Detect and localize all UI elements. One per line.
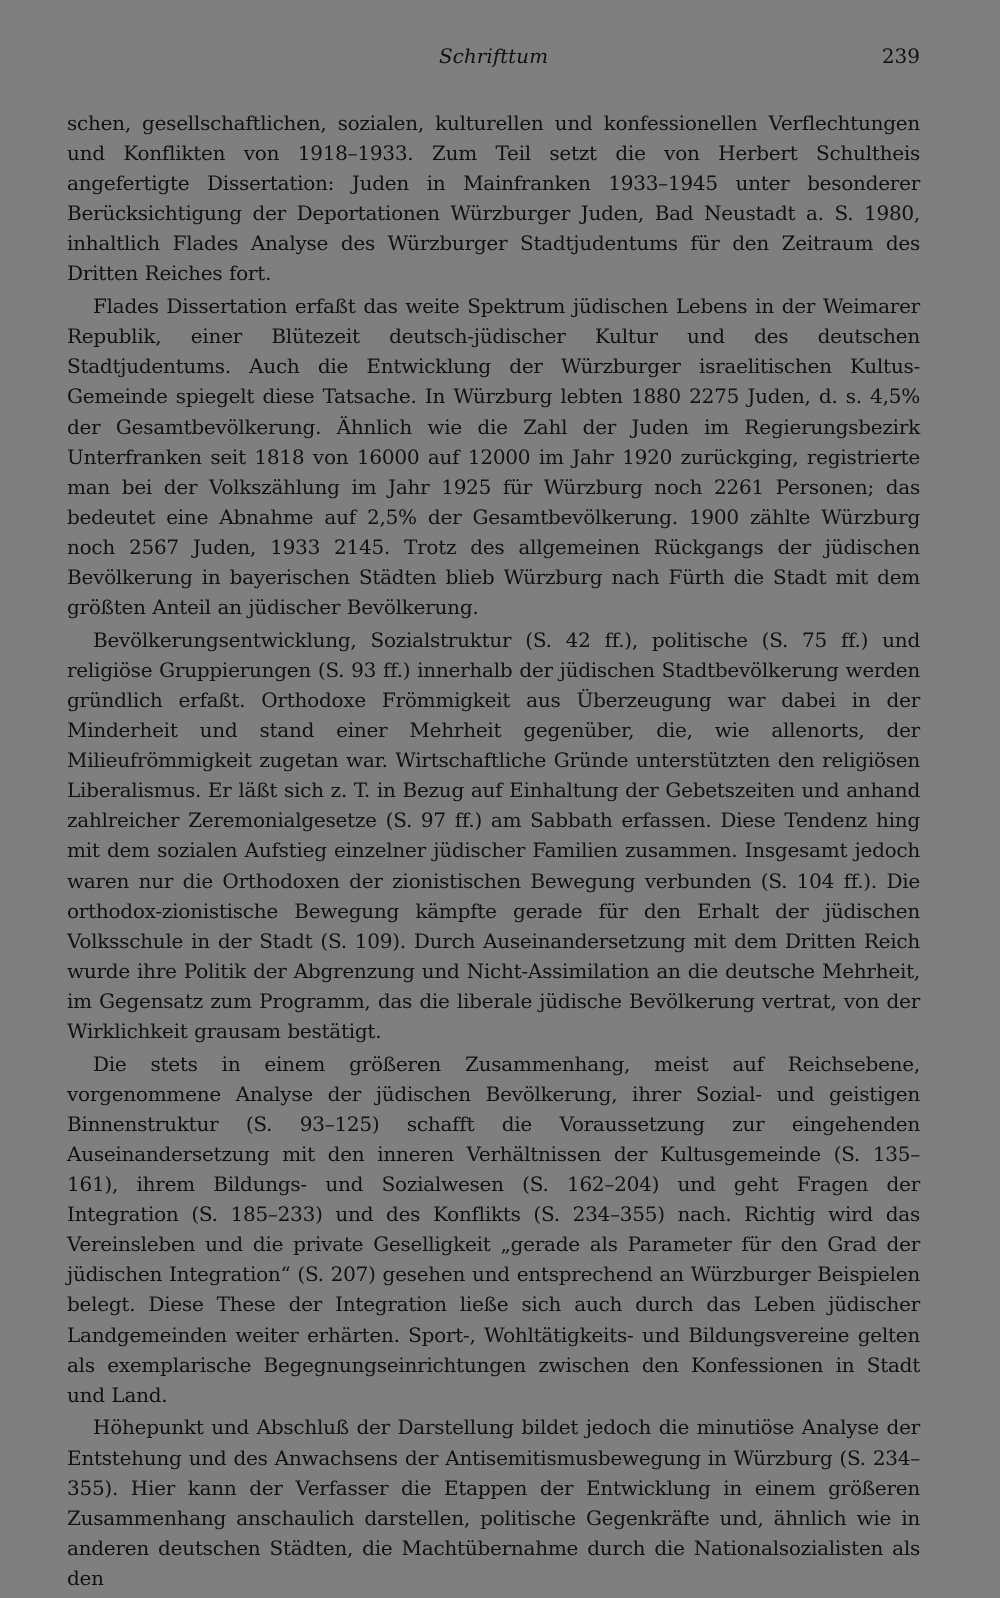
running-head-title: Schrifttum [438, 44, 549, 68]
paragraph-5: Höhepunkt und Abschluß der Darstellung bildet jedoch die minutiöse Analyse der Entstehung und des Anwachsens der Antisemitismusbewegung in Würzburg (S. 234–355). Hier kann der Verfasser die Etappen der Entwicklung in einem größeren Zusammenhang anschaulich darstellen, politische Gegenkräfte und, ähnlich wie in anderen deutschen Städten, die Machtübernahme durch die Nationalsozialisten als den [67, 1415, 920, 1590]
page-number: 239 [881, 44, 920, 68]
running-head [67, 42, 920, 74]
paragraph-2: Flades Dissertation erfaßt das weite Spektrum jüdischen Lebens in der Weimarer Republik, einer Blütezeit deutsch-jüdischer Kultur und des deutschen Stadtjudentums. Auch die Entwicklung der Würzburger israelitischen Kultus-Gemeinde spiegelt diese Tatsache. In Würzburg lebten 1880 2275 Juden, d. s. 4,5% der Gesamtbevölkerung. Ähnlich wie die Zahl der Juden im Regierungsbezirk Unterfranken seit 1818 von 16000 auf 12000 im Jahr 1920 zurückging, registrierte man bei der Volkszählung im Jahr 1925 für Würzburg noch 2261 Personen; das bedeutet eine Abnahme auf 2,5% der Gesamtbevölkerung. 1900 zählte Würzburg noch 2567 Juden, 1933 2145. Trotz des allgemeinen Rückgangs der jüdischen Bevölkerung in bayerischen Städten blieb Würzburg nach Fürth die Stadt mit dem größten Anteil an jüdischer Bevölkerung. [67, 294, 920, 620]
paragraph-1: schen, gesellschaftlichen, sozialen, kulturellen und konfessionellen Verflechtungen und Konflikten von 1918–1933. Zum Teil setzt die von Herbert Schultheis angefertigte Dissertation: Juden in Mainfranken 1933–1945 unter besonderer Berücksichtigung der Deportationen Würzburger Juden, Bad Neustadt a. S. 1980, inhaltlich Flades Analyse des Würzburger Stadtjudentums für den Zeitraum des Dritten Reiches fort. [67, 111, 920, 286]
body-text [67, 108, 920, 1596]
paragraph-4: Die stets in einem größeren Zusammenhang, meist auf Reichsebene, vorgenommene Analyse der jüdischen Bevölkerung, ihrer Sozial- und geistigen Binnenstruktur (S. 93–125) schafft die Voraussetzung zur eingehenden Auseinandersetzung mit den inneren Verhältnissen der Kultusgemeinde (S. 135–161), ihrem Bildungs- und Sozialwesen (S. 162–204) und geht Fragen der Integration (S. 185–233) und des Konflikts (S. 234–355) nach. Richtig wird das Vereinsleben und die private Geselligkeit „gerade als Parameter für den Grad der jüdischen Integration“ (S. 207) gesehen und entsprechend an Würzburger Beispielen belegt. Diese These der Integration ließe sich auch durch das Leben jüdischer Landgemeinden weiter erhärten. Sport-, Wohltätigkeits- und Bildungsvereine gelten als exemplarische Begegnungseinrichtungen zwischen den Konfessionen in Stadt und Land. [67, 1051, 920, 1407]
paragraph-3: Bevölkerungsentwicklung, Sozialstruktur (S. 42 ff.), politische (S. 75 ff.) und religiöse Gruppierungen (S. 93 ff.) innerhalb der jüdischen Stadtbevölkerung werden gründlich erfaßt. Orthodoxe Frömmigkeit aus Überzeugung war dabei in der Minderheit und stand einer Mehrheit gegenüber, die, wie allenorts, der Milieufrömmigkeit zugetan war. Wirtschaftliche Gründe unterstützten den religiösen Liberalismus. Er läßt sich z. T. in Bezug auf Einhaltung der Gebetszeiten und anhand zahlreicher Zeremonialgesetze (S. 97 ff.) am Sabbath erfassen. Diese Tendenz hing mit dem sozialen Aufstieg einzelner jüdischer Familien zusammen. Insgesamt jedoch waren nur die Orthodoxen der zionistischen Bewegung verbunden (S. 104 ff.). Die orthodox-zionistische Bewegung kämpfte gerade für den Erhalt der jüdischen Volksschule in der Stadt (S. 109). Durch Auseinandersetzung mit dem Dritten Reich wurde ihre Politik der Abgrenzung und Nicht-Assimilation an die deutsche Mehrheit, im Gegensatz zum Programm, das die liberale jüdische Bevölkerung vertrat, von der Wirklichkeit grausam bestätigt. [67, 627, 920, 1043]
